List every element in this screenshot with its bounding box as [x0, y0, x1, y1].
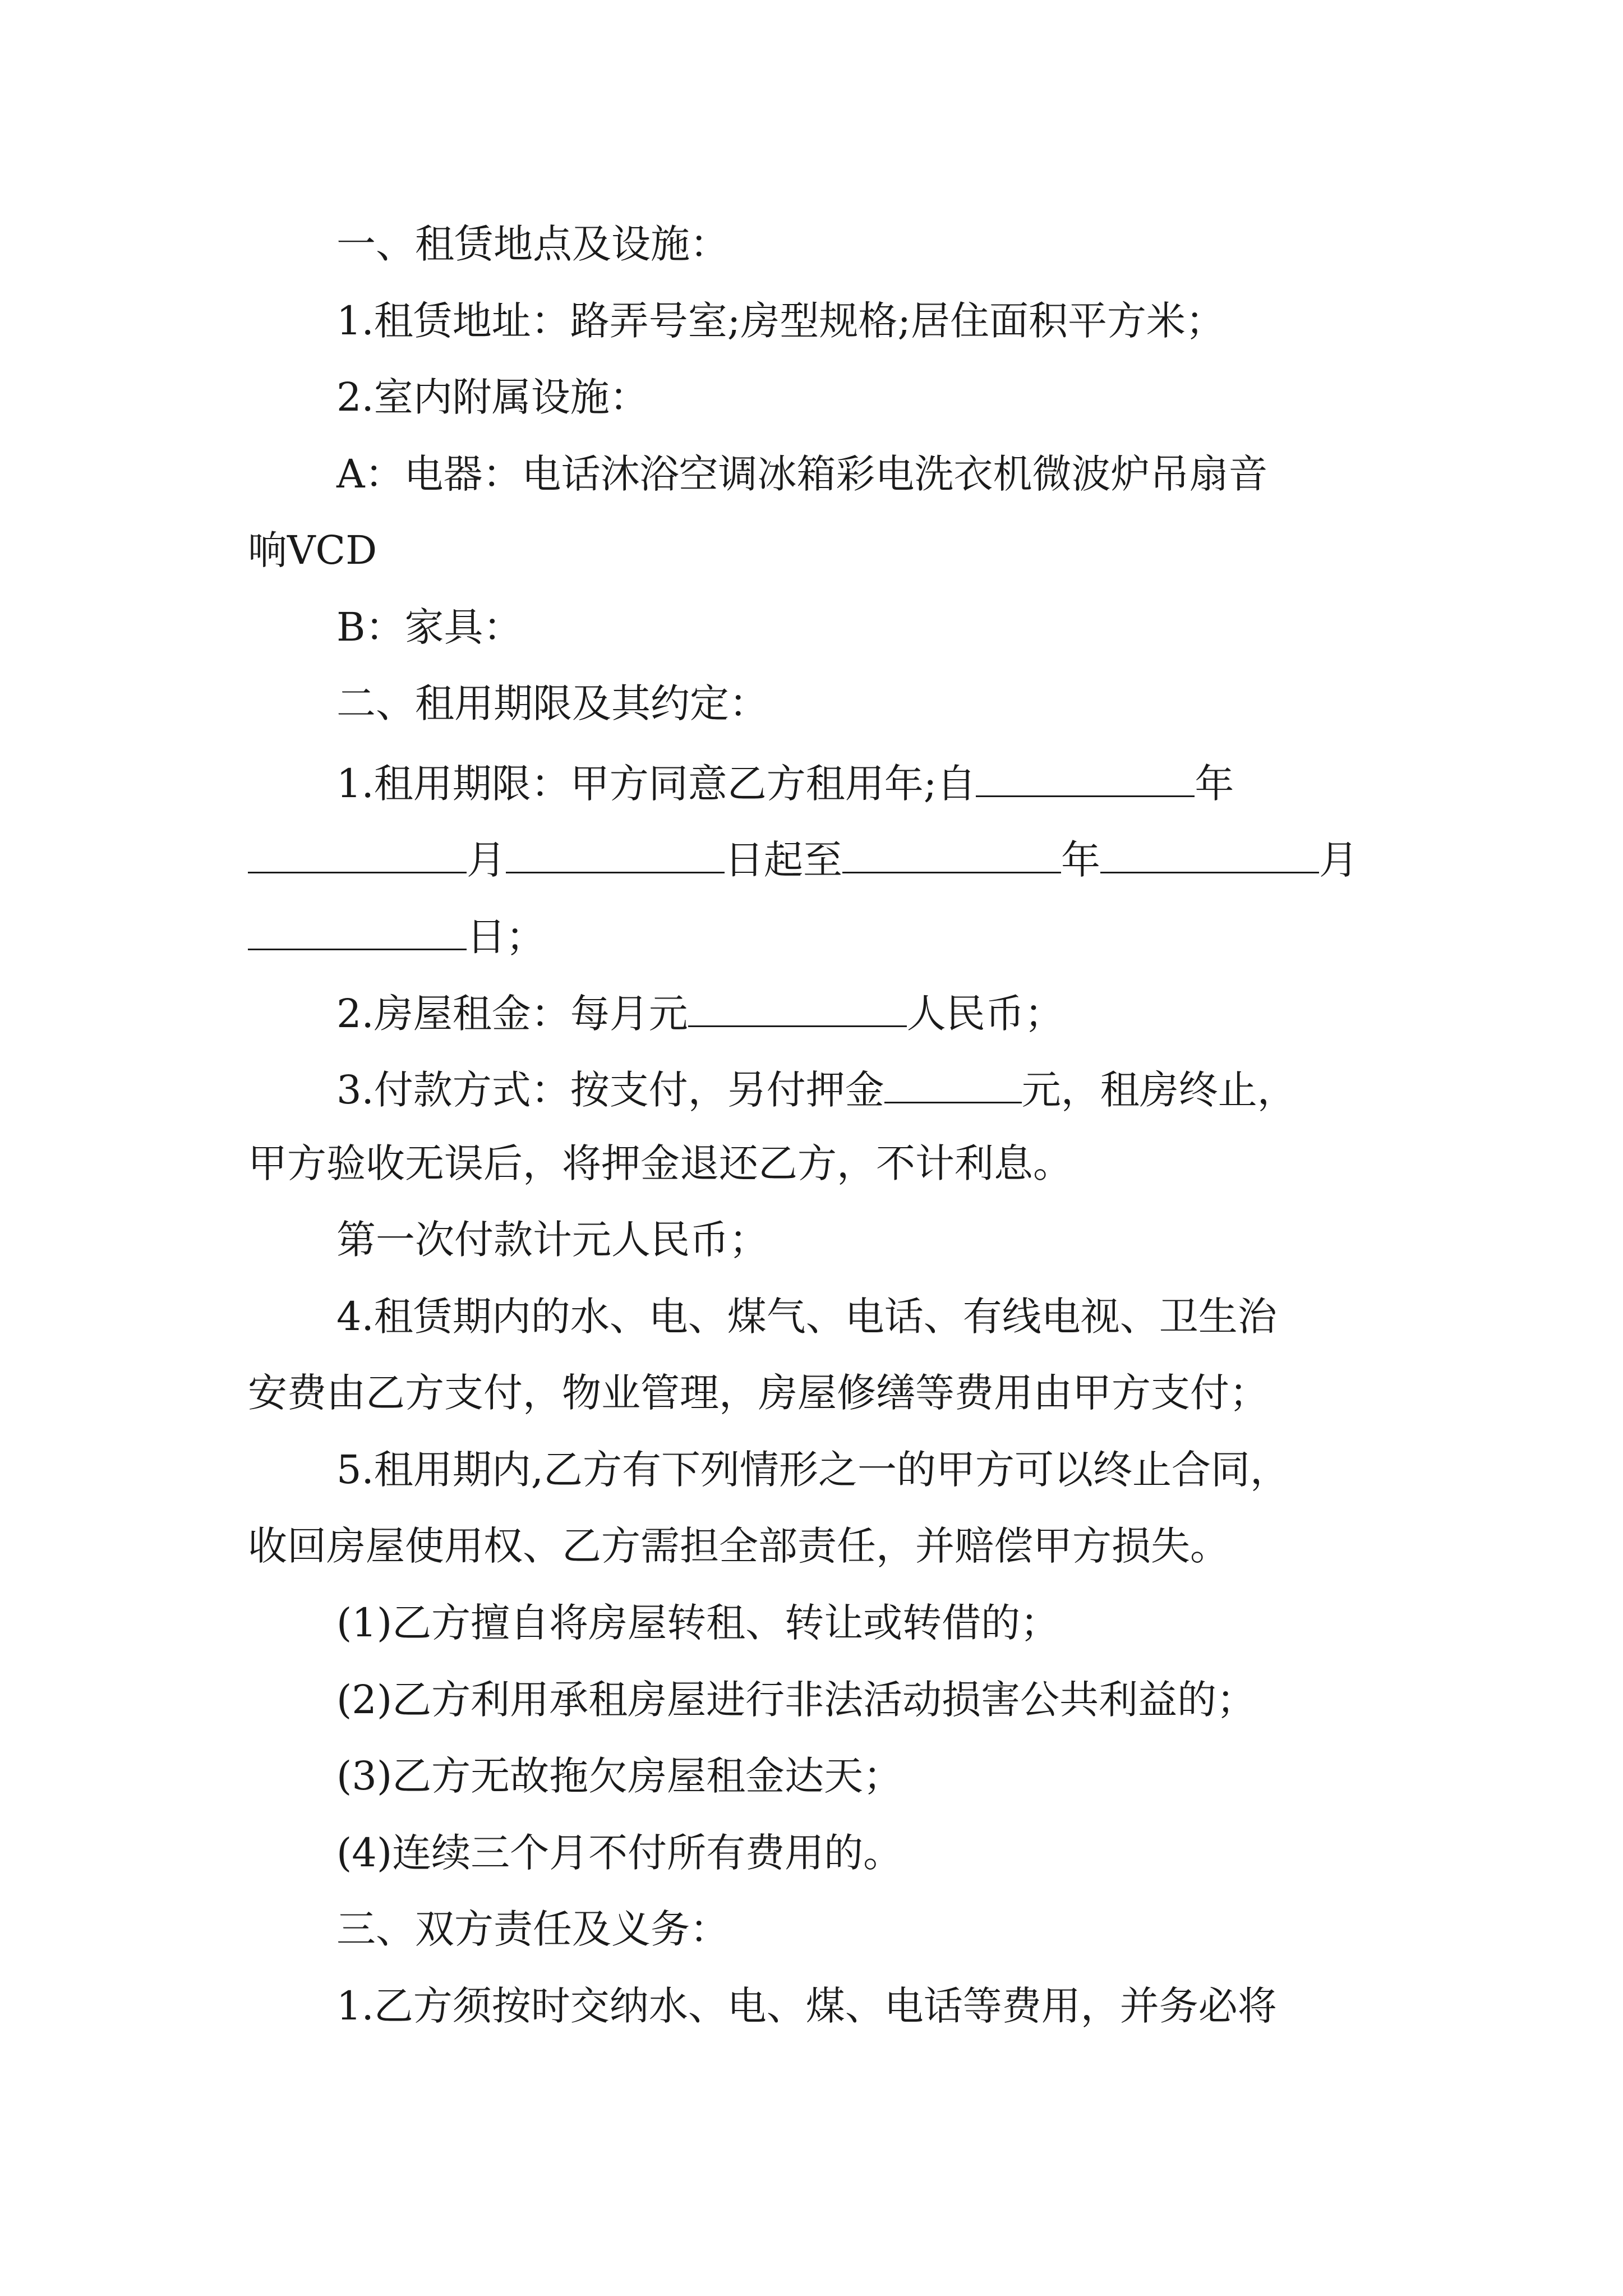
text-line: 1.乙方须按时交纳水、电、煤、电话等费用，并务必将	[336, 1983, 1277, 2029]
paragraph-utilities-cont	[248, 1370, 1269, 1416]
paragraph-lease-term	[336, 761, 1234, 807]
fill-blank[interactable]	[248, 914, 467, 950]
text-line: 二、租用期限及其约定：	[336, 680, 768, 726]
paragraph-first-payment	[336, 1217, 768, 1263]
paragraph-facilities	[336, 374, 649, 420]
fill-blank[interactable]	[884, 1067, 1022, 1103]
list-item-2	[336, 1677, 1256, 1723]
text-line: 日；	[467, 914, 545, 960]
text-line: 1.租赁地址：路弄号室;房型规格;居住面积平方米；	[336, 298, 1225, 344]
paragraph-appliances-cont	[248, 527, 377, 573]
paragraph-address	[336, 298, 1225, 344]
paragraph-rent	[336, 991, 1064, 1037]
text-line: 日起至	[725, 837, 842, 883]
paragraph-lease-term-cont	[248, 837, 1358, 883]
text-line: 1.租用期限：甲方同意乙方租用年;自	[336, 761, 976, 807]
paragraph-utilities	[336, 1294, 1277, 1340]
text-line: 一、租赁地点及设施：	[336, 221, 729, 267]
text-line: 2.房屋租金：每月元	[336, 991, 688, 1037]
list-item-1	[336, 1600, 1060, 1646]
text-line: 收回房屋使用权、乙方需担全部责任，并赔偿甲方损失。	[248, 1523, 1229, 1569]
text-line: 安费由乙方支付，物业管理，房屋修缮等费用由甲方支付；	[248, 1370, 1269, 1416]
text-line: 月	[1319, 837, 1358, 883]
text-line: 响VCD	[248, 527, 377, 573]
section-heading-location	[336, 221, 729, 267]
text-line: (4)连续三个月不付所有费用的。	[336, 1830, 903, 1876]
text-line: 人民币；	[906, 991, 1064, 1037]
section-heading-term	[336, 680, 768, 726]
section-heading-duties	[336, 1906, 729, 1952]
text-line: 4.租赁期内的水、电、煤气、电话、有线电视、卫生治	[336, 1294, 1277, 1340]
text-line: (2)乙方利用承租房屋进行非法活动损害公共利益的；	[336, 1677, 1256, 1723]
text-line: 第一次付款计元人民币；	[336, 1217, 768, 1263]
fill-blank[interactable]	[248, 837, 467, 873]
text-line: (3)乙方无故拖欠房屋租金达天；	[336, 1753, 903, 1799]
text-line: B：家具：	[336, 604, 523, 650]
paragraph-termination	[336, 1447, 1290, 1493]
paragraph-duties-1	[336, 1983, 1277, 2029]
fill-blank[interactable]	[842, 837, 1061, 873]
text-line: 5.租用期内,乙方有下列情形之一的甲方可以终止合同，	[336, 1447, 1290, 1493]
text-line: 3.付款方式：按支付，另付押金	[336, 1067, 884, 1113]
paragraph-termination-cont	[248, 1523, 1229, 1569]
paragraph-furniture	[336, 604, 523, 650]
text-line: 2.室内附属设施：	[336, 374, 649, 420]
text-line: 年	[1195, 761, 1234, 807]
fill-blank[interactable]	[1100, 837, 1319, 873]
paragraph-payment-cont	[248, 1140, 1072, 1186]
list-item-4	[336, 1830, 903, 1876]
list-item-3	[336, 1753, 903, 1799]
text-line: 元，租房终止，	[1021, 1067, 1297, 1113]
paragraph-appliances	[336, 451, 1268, 497]
fill-blank[interactable]	[688, 991, 907, 1027]
paragraph-payment	[336, 1067, 1297, 1113]
fill-blank[interactable]	[976, 761, 1195, 797]
paragraph-lease-term-end	[248, 914, 545, 960]
text-line: A：电器：电话沐浴空调冰箱彩电洗衣机微波炉吊扇音	[336, 451, 1268, 497]
text-line: 甲方验收无误后，将押金退还乙方，不计利息。	[248, 1140, 1072, 1186]
fill-blank[interactable]	[506, 837, 725, 873]
text-line: 月	[467, 837, 506, 883]
text-line: 年	[1061, 837, 1100, 883]
text-line: (1)乙方擅自将房屋转租、转让或转借的；	[336, 1600, 1060, 1646]
text-line: 三、双方责任及义务：	[336, 1906, 729, 1952]
